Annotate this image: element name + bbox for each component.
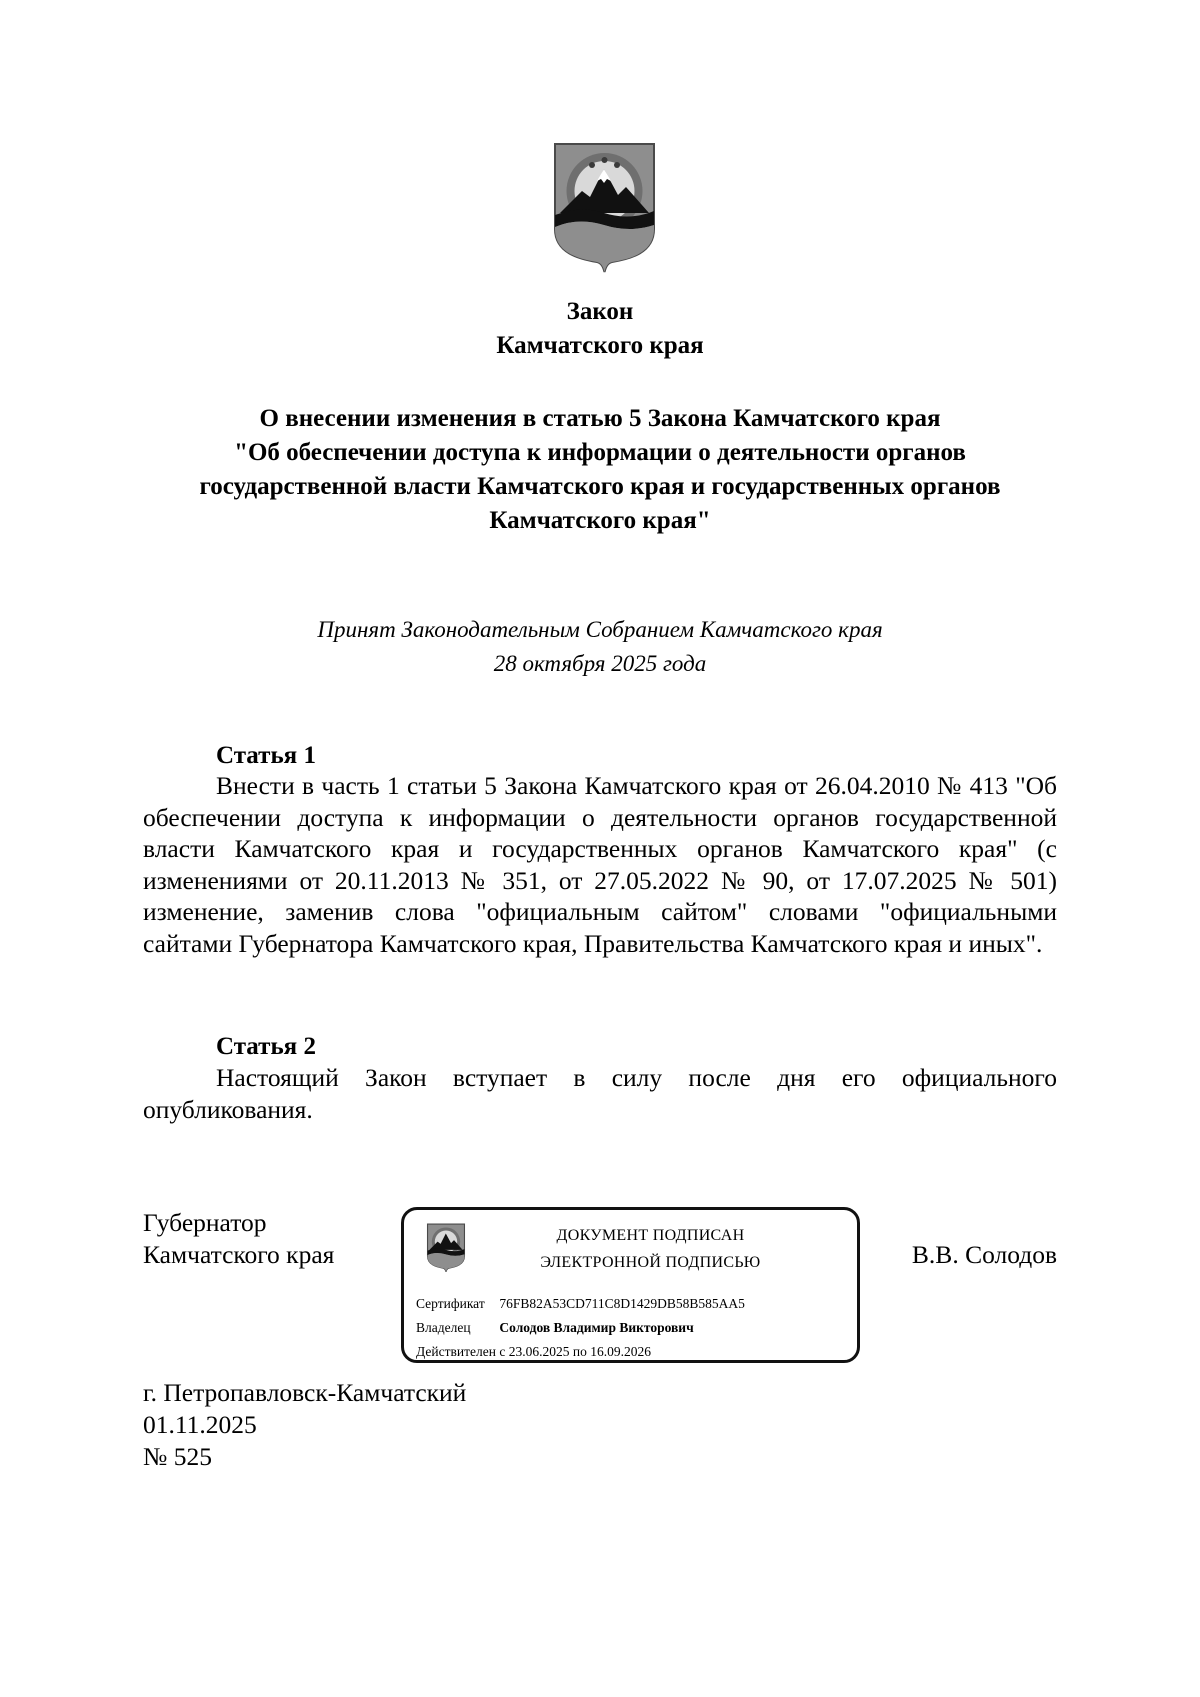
- signatory-position: [143, 1207, 334, 1271]
- document-number: № 525: [143, 1442, 212, 1471]
- city: г. Петропавловск-Камчатский: [143, 1378, 467, 1407]
- stamp-header-line: ДОКУМЕНТ ПОДПИСАН: [556, 1227, 745, 1244]
- validity-label: Действителен: [416, 1344, 496, 1359]
- stamp-owner-row: [416, 1318, 694, 1338]
- article-2-heading: Статья 2: [216, 1033, 316, 1060]
- article-2-text: Настоящий Закон вступает в силу после дня его официального опубликования.: [143, 1063, 1057, 1124]
- owner-value: Солодов Владимир Викторович: [499, 1320, 694, 1335]
- subject-line: О внесении изменения в статью 5 Закона Камчатского края: [259, 405, 941, 432]
- coat-of-arms-icon: [552, 141, 657, 275]
- subject-line: "Об обеспечении доступа к информации о деятельности органов: [234, 439, 966, 466]
- position-line: Камчатского края: [143, 1240, 335, 1269]
- signatory-name: В.В. Солодов: [911, 1240, 1057, 1269]
- adoption-date: 28 октября 2025 года: [493, 651, 707, 676]
- stamp-header: [489, 1222, 812, 1276]
- document-date: 01.11.2025: [143, 1410, 257, 1439]
- owner-label: Владелец: [416, 1320, 471, 1335]
- law-region: Камчатского края: [496, 332, 704, 359]
- law-subject: [0, 402, 1200, 538]
- document-details: [143, 1377, 466, 1473]
- stamp-coat-of-arms-icon: [424, 1223, 468, 1273]
- stamp-certificate-row: [416, 1294, 745, 1314]
- subject-line: государственной власти Камчатского края и государственных органов: [199, 473, 1001, 500]
- position-line: Губернатор: [143, 1208, 267, 1237]
- adoption-line: Принят Законодательным Собранием Камчатского края: [317, 617, 883, 642]
- stamp-validity-row: [416, 1342, 651, 1362]
- certificate-label: Сертификат: [416, 1296, 485, 1311]
- subject-line: Камчатского края": [489, 507, 711, 534]
- law-title-word: Закон: [566, 298, 634, 325]
- article-1-heading: Статья 1: [216, 742, 316, 769]
- adoption-note: [0, 613, 1200, 681]
- electronic-signature-stamp: [401, 1207, 860, 1363]
- validity-value: с 23.06.2025 по 16.09.2026: [499, 1344, 651, 1359]
- stamp-header-line: ЭЛЕКТРОННОЙ ПОДПИСЬЮ: [540, 1254, 761, 1271]
- certificate-value: 76FB82A53CD711C8D1429DB58B585AA5: [499, 1296, 745, 1311]
- article-1-text: Внести в часть 1 статьи 5 Закона Камчатского края от 26.04.2010 № 413 "Об обеспечении доступа к информации о деятельности органов государственной власти Камчатского края и государственных органов Камчатского края" (с изменениями от 20.11.2013 № 351, от 27.05.2022 № 90, от 17.07.2025 № 501) изменение, заменив слова "официальным сайтом" словами "официальными сайтами Губернатора Камчатского края, Правительства Камчатского края и иных".: [143, 771, 1057, 958]
- law-title: [0, 295, 1200, 363]
